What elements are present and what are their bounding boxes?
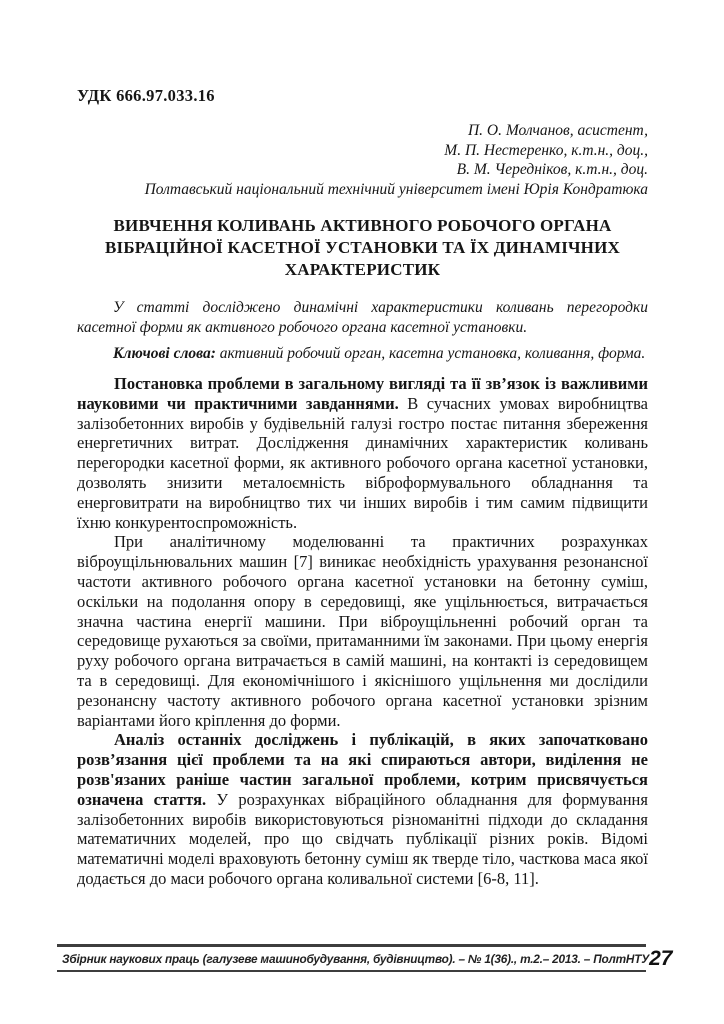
journal-citation: Збірник наукових праць (галузеве машинобудування, будівництво). – № 1(36)., т.2.– 2013. – ПолтНТУ [62,951,650,966]
author-line: М. П. Нестеренко, к.т.н., доц., [444,141,648,159]
udc-code: УДК 666.97.033.16 [77,86,215,105]
keywords-text: активний робочий орган, касетна установка, коливання, форма. [215,345,646,362]
paragraph-lead: Аналіз останніх досліджень і публікацій, в яких започатковано розв’язання цієї проблеми та на які спираються автори, виділення не розв'язаних раніше частин загальної проблеми, котрим присвячується означена стаття. [77,730,648,809]
page-number: 27 [649,946,673,970]
title-line: ХАРАКТЕРИСТИК [284,260,441,279]
abstract-text: У статті досліджено динамічні характеристики коливань перегородки касетної форми як активного робочого органа касетної установки. [77,299,648,336]
page-footer [57,944,673,972]
title-line: ВІБРАЦІЙНОЇ КАСЕТНОЇ УСТАНОВКИ ТА ЇХ ДИНАМІЧНИХ [104,238,621,257]
author-line: П. О. Молчанов, асистент, [467,122,648,139]
article-body [77,374,648,889]
affiliation-line: Полтавський національний технічний університет імені Юрія Кондратюка [144,180,648,198]
keywords-line [77,344,648,364]
keywords-label: Ключові слова: [113,345,216,362]
paragraph-text: У розрахунках вібраційного обладнання для формування залізобетонних виробів використовуються різноманітні підходи до складання математичних моделей, про що свідчать публікації різних років. Відомі математичні моделі враховують бетонну суміш як тверде тіло, часткова маса якої додається до маси робочого органа коливальної системи [6-8, 11]. [77,789,648,888]
footer-row [57,946,673,970]
paragraph-text: При аналітичному моделюванні та практичних розрахунках віброущільнювальних машин [7] виникає необхідність урахування резонансної частоти активного робочого органа касетної установки на бетонну суміш, оскільки на подолання опору в середовищі, яке ущільнюється, витрачається значна частина енергії машини. При віброущільненні робочий орган та середовище рухаються за своїми, притаманними їм законами. При цьому енергія руху робочого органа витрачається в самій машині, на контакті із середовищем та в середовищі. Для економічнішого і якіснішого ущільнення ми дослідили резонансну частоту активного робочого органа касетної установки зрізним варіантами його кріплення до форми. [77,532,648,730]
paragraph-problem-statement [77,374,648,532]
author-block [77,121,648,199]
title-line: ВИВЧЕННЯ КОЛИВАНЬ АКТИВНОГО РОБОЧОГО ОРГАНА [113,216,612,235]
paragraph-text: В сучасних умовах виробництва залізобетонних виробів у будівельній галузі гостро постає питання збереження енергетичних витрат. Дослідження динамічних характеристик коливань перегородки касетної форми, як активного робочого органа касетної установки, дозволять знизити металоємність віброформувального обладнання та енерговитрати на виробництво тих чи інших виробів і тим самим підвищити їхню конкурентоспроможність. [77,393,648,532]
article-title [77,215,648,281]
paragraph-modeling [77,532,648,730]
paragraph-lead: Постановка проблеми в загальному вигляді та її зв’язок із важливими науковими чи практичними завданнями. [77,374,648,413]
page-content [77,86,648,889]
author-line: В. М. Чередніков, к.т.н., доц. [456,161,648,178]
paragraph-analysis [77,730,648,888]
